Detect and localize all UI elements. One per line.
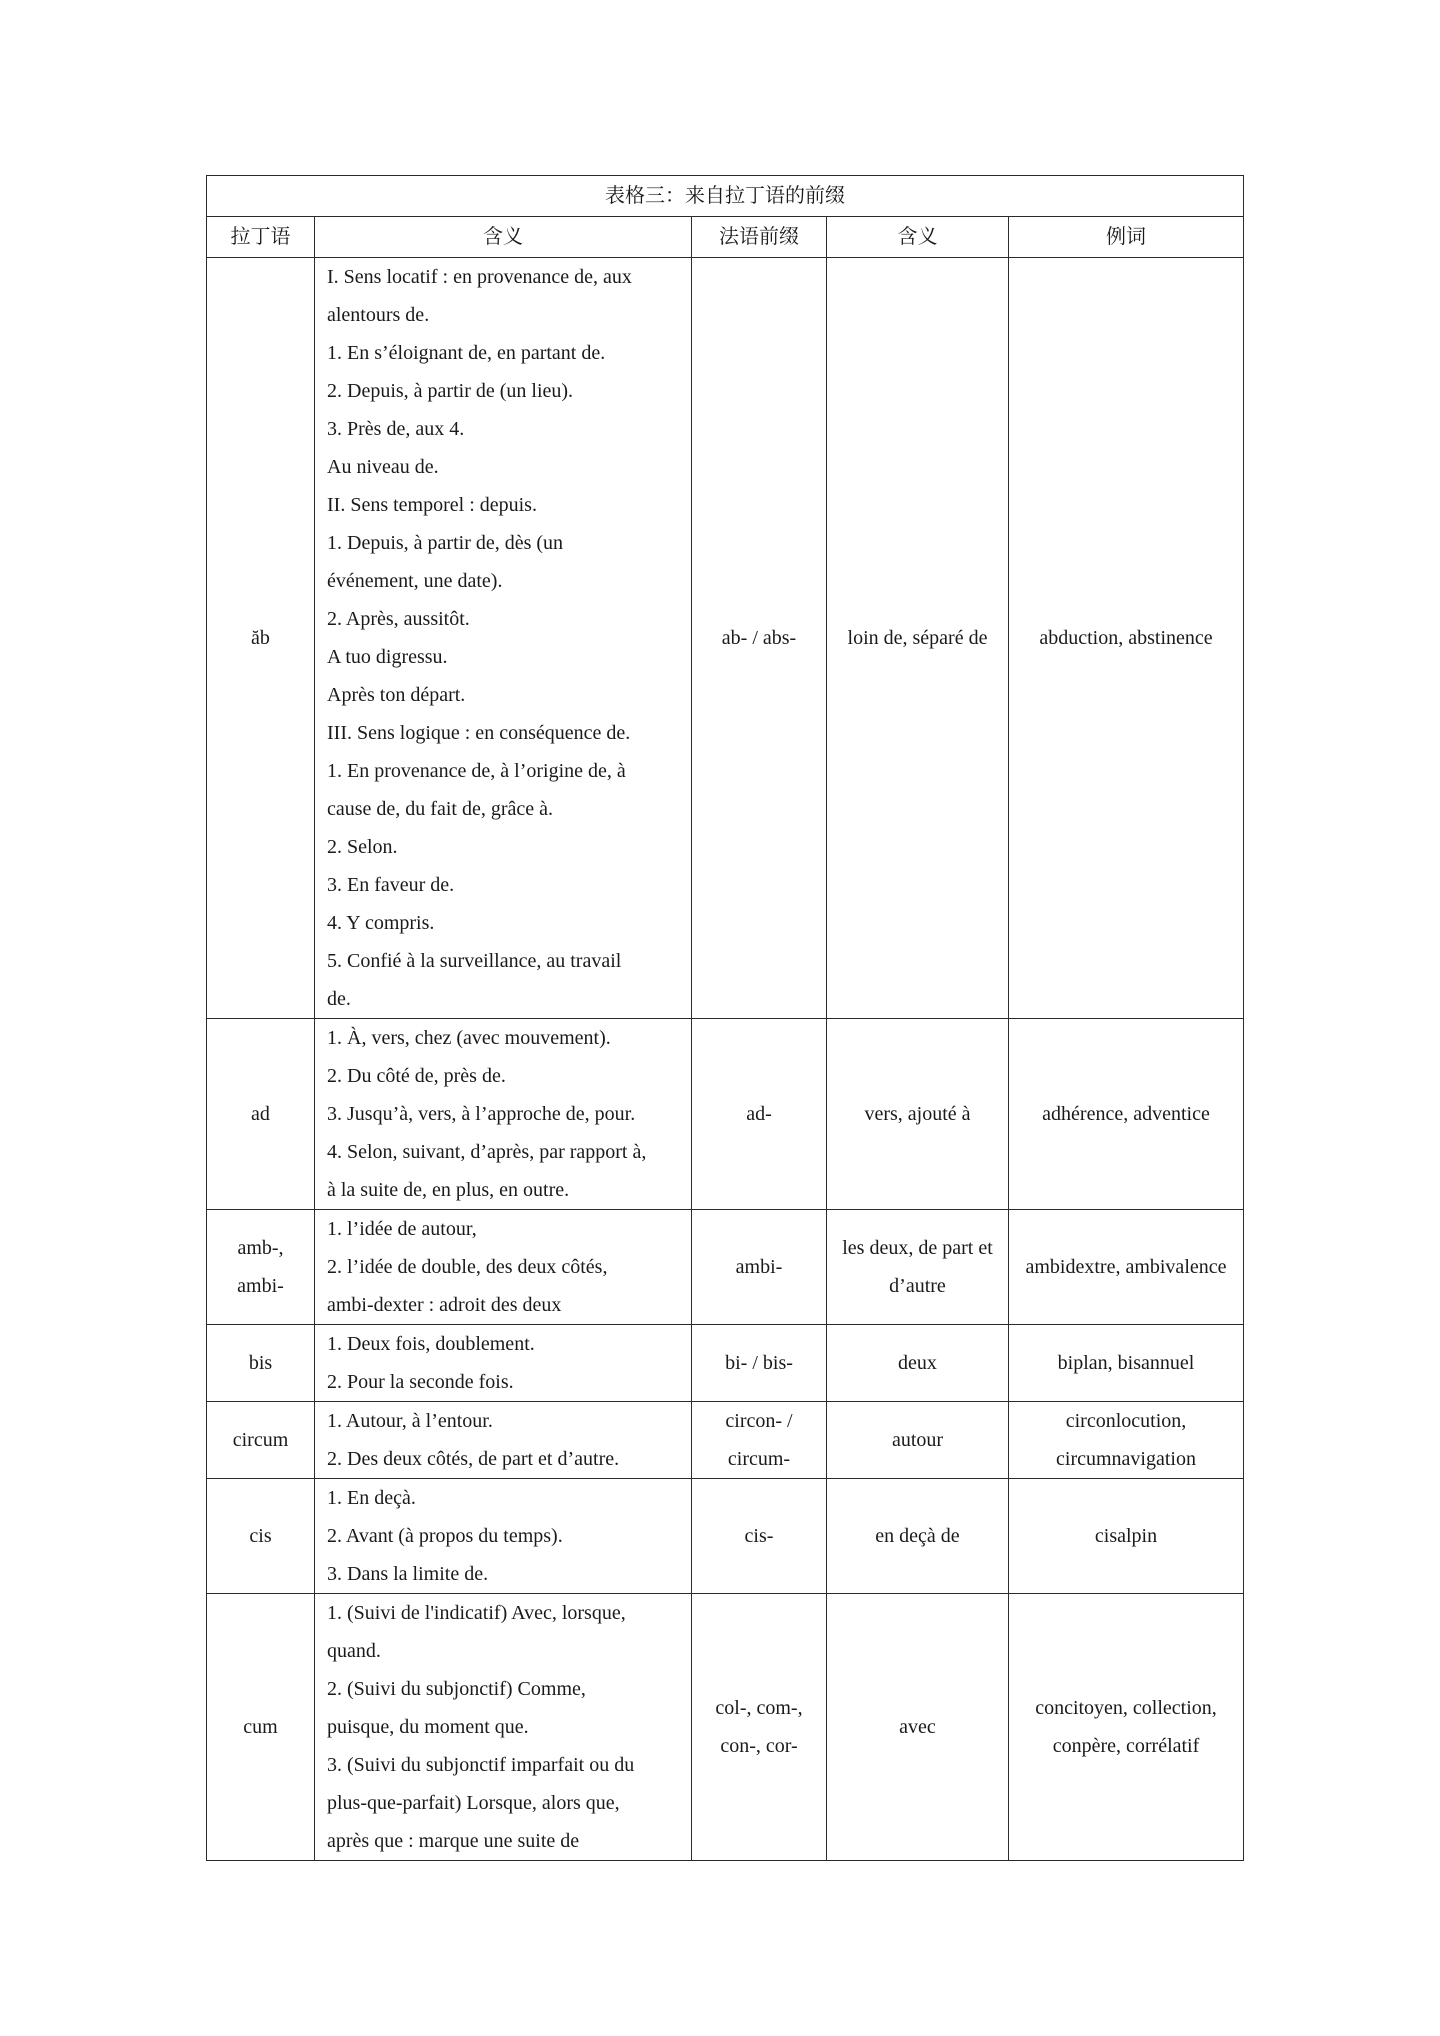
meaning-line: à la suite de, en plus, en outre. — [327, 1179, 570, 1201]
french-meaning-cell: deux — [827, 1325, 1009, 1402]
table-row — [207, 258, 1244, 1019]
meaning-line: 1. En provenance de, à l’origine de, à — [327, 760, 626, 782]
french-prefix-cell: ab- / abs- — [692, 258, 827, 1019]
meaning-line: 2. (Suivi du subjonctif) Comme, — [327, 1678, 586, 1700]
meaning-line: 4. Y compris. — [327, 912, 435, 934]
meaning-line: puisque, du moment que. — [327, 1716, 529, 1738]
meaning-cell — [315, 1594, 692, 1861]
meaning-line: 2. Depuis, à partir de (un lieu). — [327, 380, 574, 402]
meaning-line: 5. Confié à la surveillance, au travail — [327, 950, 622, 972]
meaning-line: plus-que-parfait) Lorsque, alors que, — [327, 1792, 620, 1814]
meaning-cell — [315, 258, 692, 1019]
french-meaning-cell: vers, ajouté à — [827, 1019, 1009, 1210]
french-prefix-cell: ad- — [692, 1019, 827, 1210]
header-french-meaning: 含义 — [827, 217, 1009, 258]
meaning-line: Après ton départ. — [327, 684, 466, 706]
header-french-prefix: 法语前缀 — [692, 217, 827, 258]
meaning-line: 3. (Suivi du subjonctif imparfait ou du — [327, 1754, 635, 1776]
examples-cell: biplan, bisannuel — [1009, 1325, 1244, 1402]
latin-word-cell: cis — [207, 1479, 315, 1594]
meaning-line: alentours de. — [327, 304, 430, 326]
french-prefix-cell: col-, com-, con-, cor- — [692, 1594, 827, 1861]
meaning-line: 3. En faveur de. — [327, 874, 455, 896]
meaning-cell — [315, 1325, 692, 1402]
meaning-line: 2. Selon. — [327, 836, 398, 858]
latin-word-cell: amb-, ambi- — [207, 1210, 315, 1325]
meaning-line: 3. Dans la limite de. — [327, 1563, 489, 1585]
meaning-line: 2. Des deux côtés, de part et d’autre. — [327, 1448, 620, 1470]
french-meaning-cell: les deux, de part et d’autre — [827, 1210, 1009, 1325]
meaning-line: quand. — [327, 1640, 381, 1662]
meaning-line: de. — [327, 988, 351, 1010]
meaning-line: II. Sens temporel : depuis. — [327, 494, 537, 516]
table-body — [207, 258, 1244, 1861]
examples-cell: ambidextre, ambivalence — [1009, 1210, 1244, 1325]
table-row — [207, 1402, 1244, 1479]
meaning-line: 1. Depuis, à partir de, dès (un — [327, 532, 564, 554]
meaning-line: 3. Jusqu’à, vers, à l’approche de, pour. — [327, 1103, 636, 1125]
meaning-line: 4. Selon, suivant, d’après, par rapport à, — [327, 1141, 647, 1163]
french-meaning-cell: autour — [827, 1402, 1009, 1479]
meaning-cell — [315, 1479, 692, 1594]
latin-prefix-table — [206, 175, 1244, 1861]
header-meaning: 含义 — [315, 217, 692, 258]
table-row — [207, 1210, 1244, 1325]
examples-cell: abduction, abstinence — [1009, 258, 1244, 1019]
meaning-line: III. Sens logique : en conséquence de. — [327, 722, 631, 744]
meaning-line: 2. Après, aussitôt. — [327, 608, 470, 630]
meaning-line: 1. (Suivi de l'indicatif) Avec, lorsque, — [327, 1602, 626, 1624]
latin-word-cell: ăb — [207, 258, 315, 1019]
examples-cell: concitoyen, collection, conpère, corrélatif — [1009, 1594, 1244, 1861]
french-meaning-cell: avec — [827, 1594, 1009, 1861]
french-prefix-cell: cis- — [692, 1479, 827, 1594]
meaning-cell — [315, 1019, 692, 1210]
meaning-line: 1. À, vers, chez (avec mouvement). — [327, 1027, 611, 1049]
meaning-line: 2. Pour la seconde fois. — [327, 1371, 514, 1393]
french-meaning-cell: en deçà de — [827, 1479, 1009, 1594]
meaning-line: ambi-dexter : adroit des deux — [327, 1294, 562, 1316]
latin-word-cell: cum — [207, 1594, 315, 1861]
meaning-line: 1. Deux fois, doublement. — [327, 1333, 535, 1355]
header-examples: 例词 — [1009, 217, 1244, 258]
table-header-row — [207, 217, 1244, 258]
examples-cell: cisalpin — [1009, 1479, 1244, 1594]
examples-cell: adhérence, adventice — [1009, 1019, 1244, 1210]
meaning-line: 1. En s’éloignant de, en partant de. — [327, 342, 606, 364]
meaning-line: 1. En deçà. — [327, 1487, 416, 1509]
meaning-line: 2. Du côté de, près de. — [327, 1065, 506, 1087]
table-row — [207, 1594, 1244, 1861]
meaning-line: après que : marque une suite de — [327, 1830, 580, 1852]
meaning-line: Au niveau de. — [327, 456, 439, 478]
meaning-line: A tuo digressu. — [327, 646, 448, 668]
meaning-cell — [315, 1210, 692, 1325]
meaning-line: I. Sens locatif : en provenance de, aux — [327, 266, 632, 288]
meaning-line: cause de, du fait de, grâce à. — [327, 798, 553, 820]
table-title-row — [207, 176, 1244, 217]
table-title: 表格三：来自拉丁语的前缀 — [207, 176, 1244, 217]
meaning-line: 1. l’idée de autour, — [327, 1218, 477, 1240]
examples-cell: circonlocution, circumnavigation — [1009, 1402, 1244, 1479]
french-meaning-cell: loin de, séparé de — [827, 258, 1009, 1019]
header-latin: 拉丁语 — [207, 217, 315, 258]
table-row — [207, 1325, 1244, 1402]
french-prefix-cell: ambi- — [692, 1210, 827, 1325]
table-row — [207, 1479, 1244, 1594]
meaning-line: 3. Près de, aux 4. — [327, 418, 465, 440]
latin-word-cell: circum — [207, 1402, 315, 1479]
meaning-line: 2. Avant (à propos du temps). — [327, 1525, 563, 1547]
meaning-line: 1. Autour, à l’entour. — [327, 1410, 493, 1432]
latin-word-cell: ad — [207, 1019, 315, 1210]
table-row — [207, 1019, 1244, 1210]
french-prefix-cell: circon- / circum- — [692, 1402, 827, 1479]
meaning-line: événement, une date). — [327, 570, 503, 592]
meaning-cell — [315, 1402, 692, 1479]
french-prefix-cell: bi- / bis- — [692, 1325, 827, 1402]
latin-word-cell: bis — [207, 1325, 315, 1402]
meaning-line: 2. l’idée de double, des deux côtés, — [327, 1256, 608, 1278]
